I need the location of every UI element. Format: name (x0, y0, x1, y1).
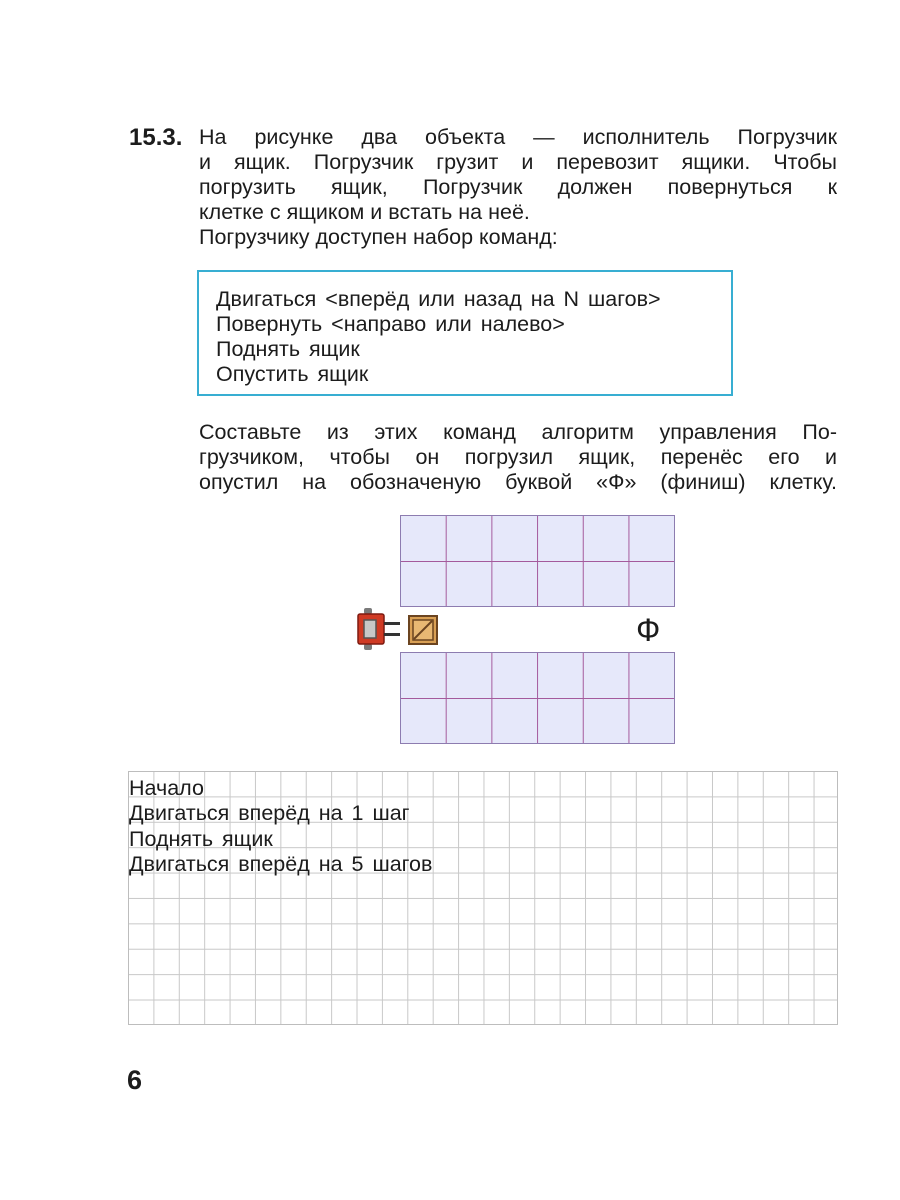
answer-line: Двигаться вперёд на 5 шагов (129, 852, 433, 876)
task-number: 15.3. (129, 124, 183, 151)
top-cell-grid (400, 515, 675, 607)
finish-label: Ф (636, 612, 661, 648)
command-box (197, 270, 733, 396)
answer-grid (128, 771, 838, 1025)
instruction-line: Составьте из этих команд алгоритм управления По- (199, 420, 837, 444)
task-text-line: На рисунке два объекта — исполнитель Погрузчик (199, 125, 837, 149)
command-line: Опустить ящик (216, 362, 369, 386)
task-text-line: погрузить ящик, Погрузчик должен повернуться к (199, 175, 837, 199)
command-line: Двигаться <вперёд или назад на N шагов> (216, 287, 661, 311)
crate-icon (408, 615, 438, 645)
task-text-line: клетке с ящиком и встать на неё. (199, 200, 530, 224)
command-line: Повернуть <направо или налево> (216, 312, 565, 336)
task-text-line: и ящик. Погрузчик грузит и перевозит ящики. Чтобы (199, 150, 837, 174)
answer-line: Поднять ящик (129, 827, 273, 851)
loader-icon (352, 606, 402, 652)
task-text-line: Погрузчику доступен набор команд: (199, 225, 558, 249)
answer-line: Двигаться вперёд на 1 шаг (129, 801, 410, 825)
instruction-line: опустил на обозначеную буквой «Ф» (финиш) клетку. (199, 470, 837, 494)
answer-line: Начало (129, 776, 204, 800)
command-line: Поднять ящик (216, 337, 360, 361)
instruction-line: грузчиком, чтобы он погрузил ящик, перенёс его и (199, 445, 837, 469)
page-number: 6 (127, 1065, 143, 1095)
bottom-cell-grid (400, 652, 675, 744)
